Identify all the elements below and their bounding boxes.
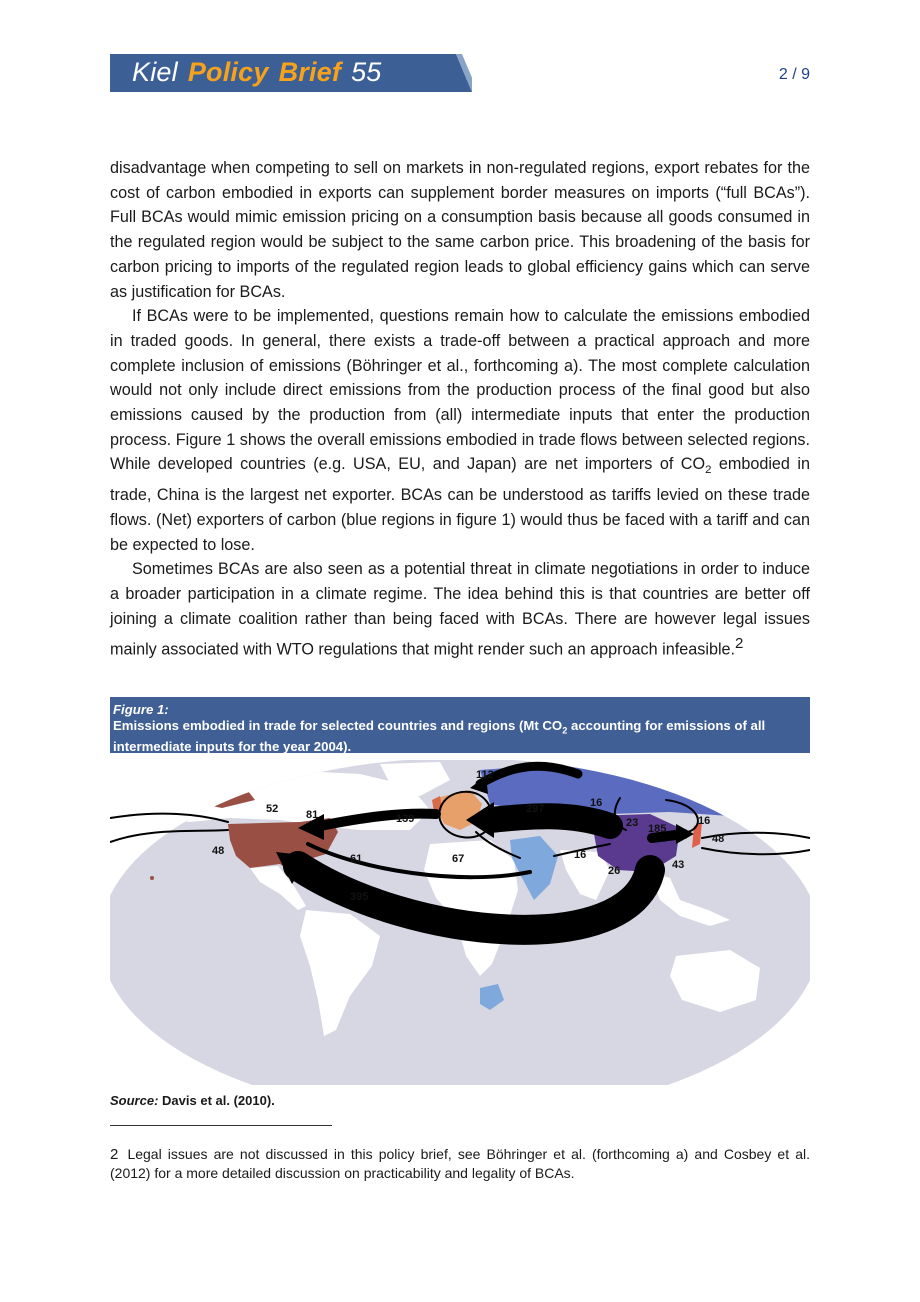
flow-label-china-usa: 395: [350, 891, 369, 903]
title-brief: Brief: [278, 57, 342, 87]
figure-title: [113, 718, 806, 755]
title-number: 55: [351, 57, 382, 87]
figure-caption: [110, 697, 810, 753]
paragraph-2-part-a: If BCAs were to be implemented, questions remain how to calculate the emissions embodied in traded goods. In general, there exists a trade-off between a practical approach and more complete inclusion of emissions (Böhringer et al., forthcoming a). The most complete calculation would not only include direct emissions from the production process of the final good but also emissions caused by the production from (all) intermediate inputs that enter the production process. Figure 1 shows the overall emissions embodied in trade flows between selected regions. While developed countries (e.g. USA, EU, and Japan) are net importers of CO: [110, 307, 810, 474]
flow-label-japan-south: 43: [672, 859, 685, 871]
footnote-text: Legal issues are not discussed in this policy brief, see Böhringer et al. (forthcoming a) and Cosbey et al. (2012) for a more detailed discussion on practicability and legality of BCAs.: [110, 1146, 810, 1181]
paragraph-1: disadvantage when competing to sell on markets in non-regulated regions, export rebates for the cost of carbon embodied in exports can supplement border measures on imports (“full BCAs”). Full BCAs would mimic emission pricing on a consumption basis because all goods consumed in the regulated region would be subject to the same carbon price. This broadening of the basis for carbon pricing to imports of the regulated region leads to global efficiency gains which can serve as justification for BCAs.: [110, 159, 810, 301]
footnote-reference[interactable]: 2: [735, 634, 744, 652]
source-text: Davis et al. (2010).: [162, 1093, 275, 1108]
title-kiel: Kiel: [132, 57, 178, 87]
flow-label-europe-usa: 139: [396, 813, 415, 825]
paragraph-2-part-b: embodied in trade, China is the largest net exporter. BCAs can be understood as tariffs levied on these trade flows. (Net) exporters of carbon (blue regions in figure 1) would thus be faced with a tariff and can be expected to lose.: [110, 455, 810, 554]
flow-label-japan-2: 48: [712, 833, 725, 845]
title-policy: Policy: [187, 57, 269, 87]
source-label: Source:: [110, 1093, 159, 1108]
emissions-flow-map: [110, 760, 810, 1085]
figure-label: Figure 1:: [113, 702, 169, 717]
world-map: [110, 760, 810, 1085]
figure-title-b: accounting for emissions of all intermediate inputs for the year 2004).: [113, 717, 766, 754]
hawaii: [150, 876, 154, 880]
flow-label-russia-china: 16: [590, 797, 603, 809]
footnote-mark: 2: [110, 1146, 119, 1163]
flow-label-usa-west: 48: [212, 845, 225, 857]
flow-label-japan-1: 16: [698, 815, 711, 827]
flow-label-china-japan: 185: [648, 823, 667, 835]
flow-label-china-sea: 26: [608, 865, 621, 877]
publication-title: [132, 57, 382, 88]
co2-subscript: 2: [705, 464, 712, 477]
figure-title-subscript: 2: [562, 725, 568, 736]
footnote: [110, 1145, 810, 1183]
flow-label-usa-east: 81: [306, 809, 319, 821]
flow-label-me-europe: 67: [452, 853, 465, 865]
paragraph-3: [110, 557, 810, 661]
figure-source: [110, 1093, 275, 1108]
flow-label-canada-usa: 52: [266, 803, 279, 815]
flow-china-europe: [490, 816, 610, 826]
footnote-divider: [110, 1125, 332, 1126]
flow-label-russia-europe: 112: [476, 769, 494, 781]
figure-title-a: Emissions embodied in trade for selected countries and regions (Mt CO: [113, 717, 563, 733]
flow-label-china-russia: 23: [626, 817, 639, 829]
publication-banner: [110, 54, 472, 92]
paragraph-2: [110, 304, 810, 557]
body-text: [110, 156, 810, 662]
flow-label-me-china: 16: [574, 849, 587, 861]
page-number: 2 / 9: [778, 66, 810, 83]
flow-label-me-usa: 61: [350, 853, 363, 865]
flow-label-china-europe: 297: [526, 803, 545, 815]
paragraph-3-text: Sometimes BCAs are also seen as a potential threat in climate negotiations in order to induce a broader participation in a climate regime. The idea behind this is that countries are better off joining a climate coalition rather than being faced with BCAs. There are however legal issues mainly associated with WTO regulations that might render such an approach infeasible.: [110, 560, 810, 658]
